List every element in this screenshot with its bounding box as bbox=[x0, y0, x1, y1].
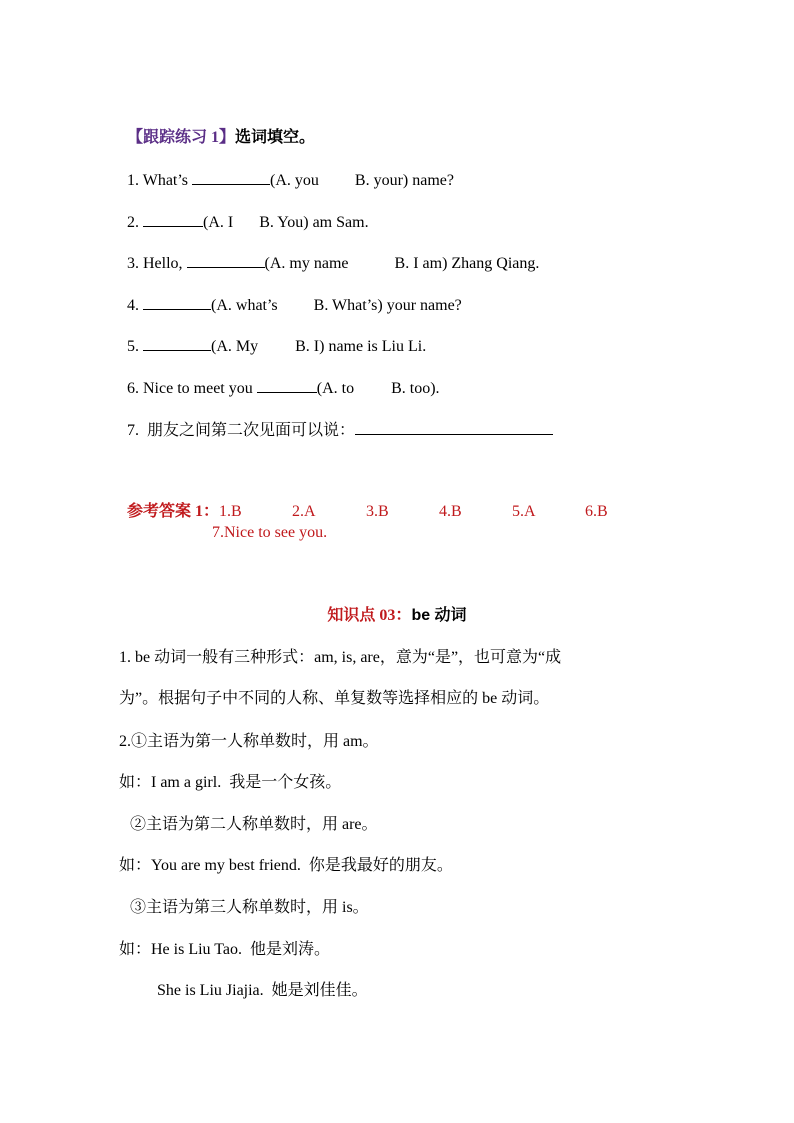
exercise-instruction: 选词填空。 bbox=[235, 129, 316, 146]
option-b: B. You) am Sam. bbox=[259, 214, 369, 231]
answer-key-label: 参考答案 1： bbox=[127, 503, 220, 520]
paragraph-1-line-1: 1. be 动词一般有三种形式：am, is, are，意为“是”，也可意为“成 bbox=[119, 649, 562, 666]
option-b: B. your) name? bbox=[354, 172, 454, 189]
option-b: B. I) name is Liu Li. bbox=[295, 338, 427, 355]
answer-item: 4.B bbox=[439, 503, 462, 520]
question-text: 1. What’s bbox=[127, 172, 193, 189]
question-text: 4. bbox=[127, 297, 143, 314]
answer-blank bbox=[143, 211, 203, 227]
example-third-person-2: She is Liu Jiajia. 她是刘佳佳。 bbox=[157, 982, 368, 999]
answer-blank bbox=[355, 419, 553, 435]
knowledge-point-title bbox=[0, 606, 794, 626]
knowledge-point-number: 知识点 03： bbox=[327, 607, 412, 624]
question-5 bbox=[119, 315, 426, 357]
answer-blank bbox=[257, 377, 317, 393]
question-text: 3. Hello, bbox=[127, 255, 187, 272]
option-a: (A. to bbox=[316, 380, 355, 397]
option-a: (A. what’s bbox=[211, 297, 278, 314]
paragraph-1-line-2: 为”。根据句子中不同的人称、单复数等选择相应的 be 动词。 bbox=[119, 690, 550, 707]
exercise-heading bbox=[119, 108, 315, 148]
answer-key bbox=[119, 482, 608, 522]
option-a: (A. My bbox=[211, 338, 259, 355]
option-b: B. What’s) your name? bbox=[313, 297, 462, 314]
option-a: (A. you bbox=[270, 172, 319, 189]
option-b: B. too). bbox=[391, 380, 440, 397]
answer-item: 1.B bbox=[219, 503, 242, 520]
exercise-label: 【跟踪练习 1】 bbox=[127, 129, 236, 146]
question-7 bbox=[119, 399, 553, 441]
question-text: 6. Nice to meet you bbox=[127, 380, 257, 397]
question-4 bbox=[119, 274, 462, 316]
question-3 bbox=[119, 232, 539, 274]
knowledge-point-topic: be 动词 bbox=[411, 607, 467, 624]
option-b: B. I am) Zhang Qiang. bbox=[394, 255, 540, 272]
answer-blank bbox=[143, 294, 211, 310]
question-2 bbox=[119, 191, 369, 233]
question-6 bbox=[119, 357, 440, 399]
answer-blank bbox=[143, 335, 211, 351]
answer-blank bbox=[187, 252, 265, 268]
rule-third-person: ③主语为第三人称单数时，用 is。 bbox=[130, 899, 369, 916]
question-text: 5. bbox=[127, 338, 143, 355]
rule-first-person: 2.①主语为第一人称单数时，用 am。 bbox=[119, 733, 379, 750]
option-a: (A. my name bbox=[264, 255, 349, 272]
option-a: (A. I bbox=[203, 214, 234, 231]
answer-item: 3.B bbox=[366, 503, 389, 520]
example-second-person: 如：You are my best friend. 你是我最好的朋友。 bbox=[119, 857, 453, 874]
answer-item: 2.A bbox=[292, 503, 316, 520]
question-1 bbox=[119, 149, 454, 191]
answer-blank bbox=[192, 169, 270, 185]
answer-item: 6.B bbox=[585, 503, 608, 520]
question-text: 2. bbox=[127, 214, 143, 231]
example-first-person: 如：I am a girl. 我是一个女孩。 bbox=[119, 774, 342, 791]
rule-second-person: ②主语为第二人称单数时，用 are。 bbox=[130, 816, 378, 833]
answer-item-7: 7.Nice to see you. bbox=[212, 524, 328, 541]
question-text: 7. 朋友之间第二次见面可以说： bbox=[127, 422, 356, 439]
answer-item: 5.A bbox=[512, 503, 536, 520]
example-third-person-1: 如：He is Liu Tao. 他是刘涛。 bbox=[119, 941, 331, 958]
